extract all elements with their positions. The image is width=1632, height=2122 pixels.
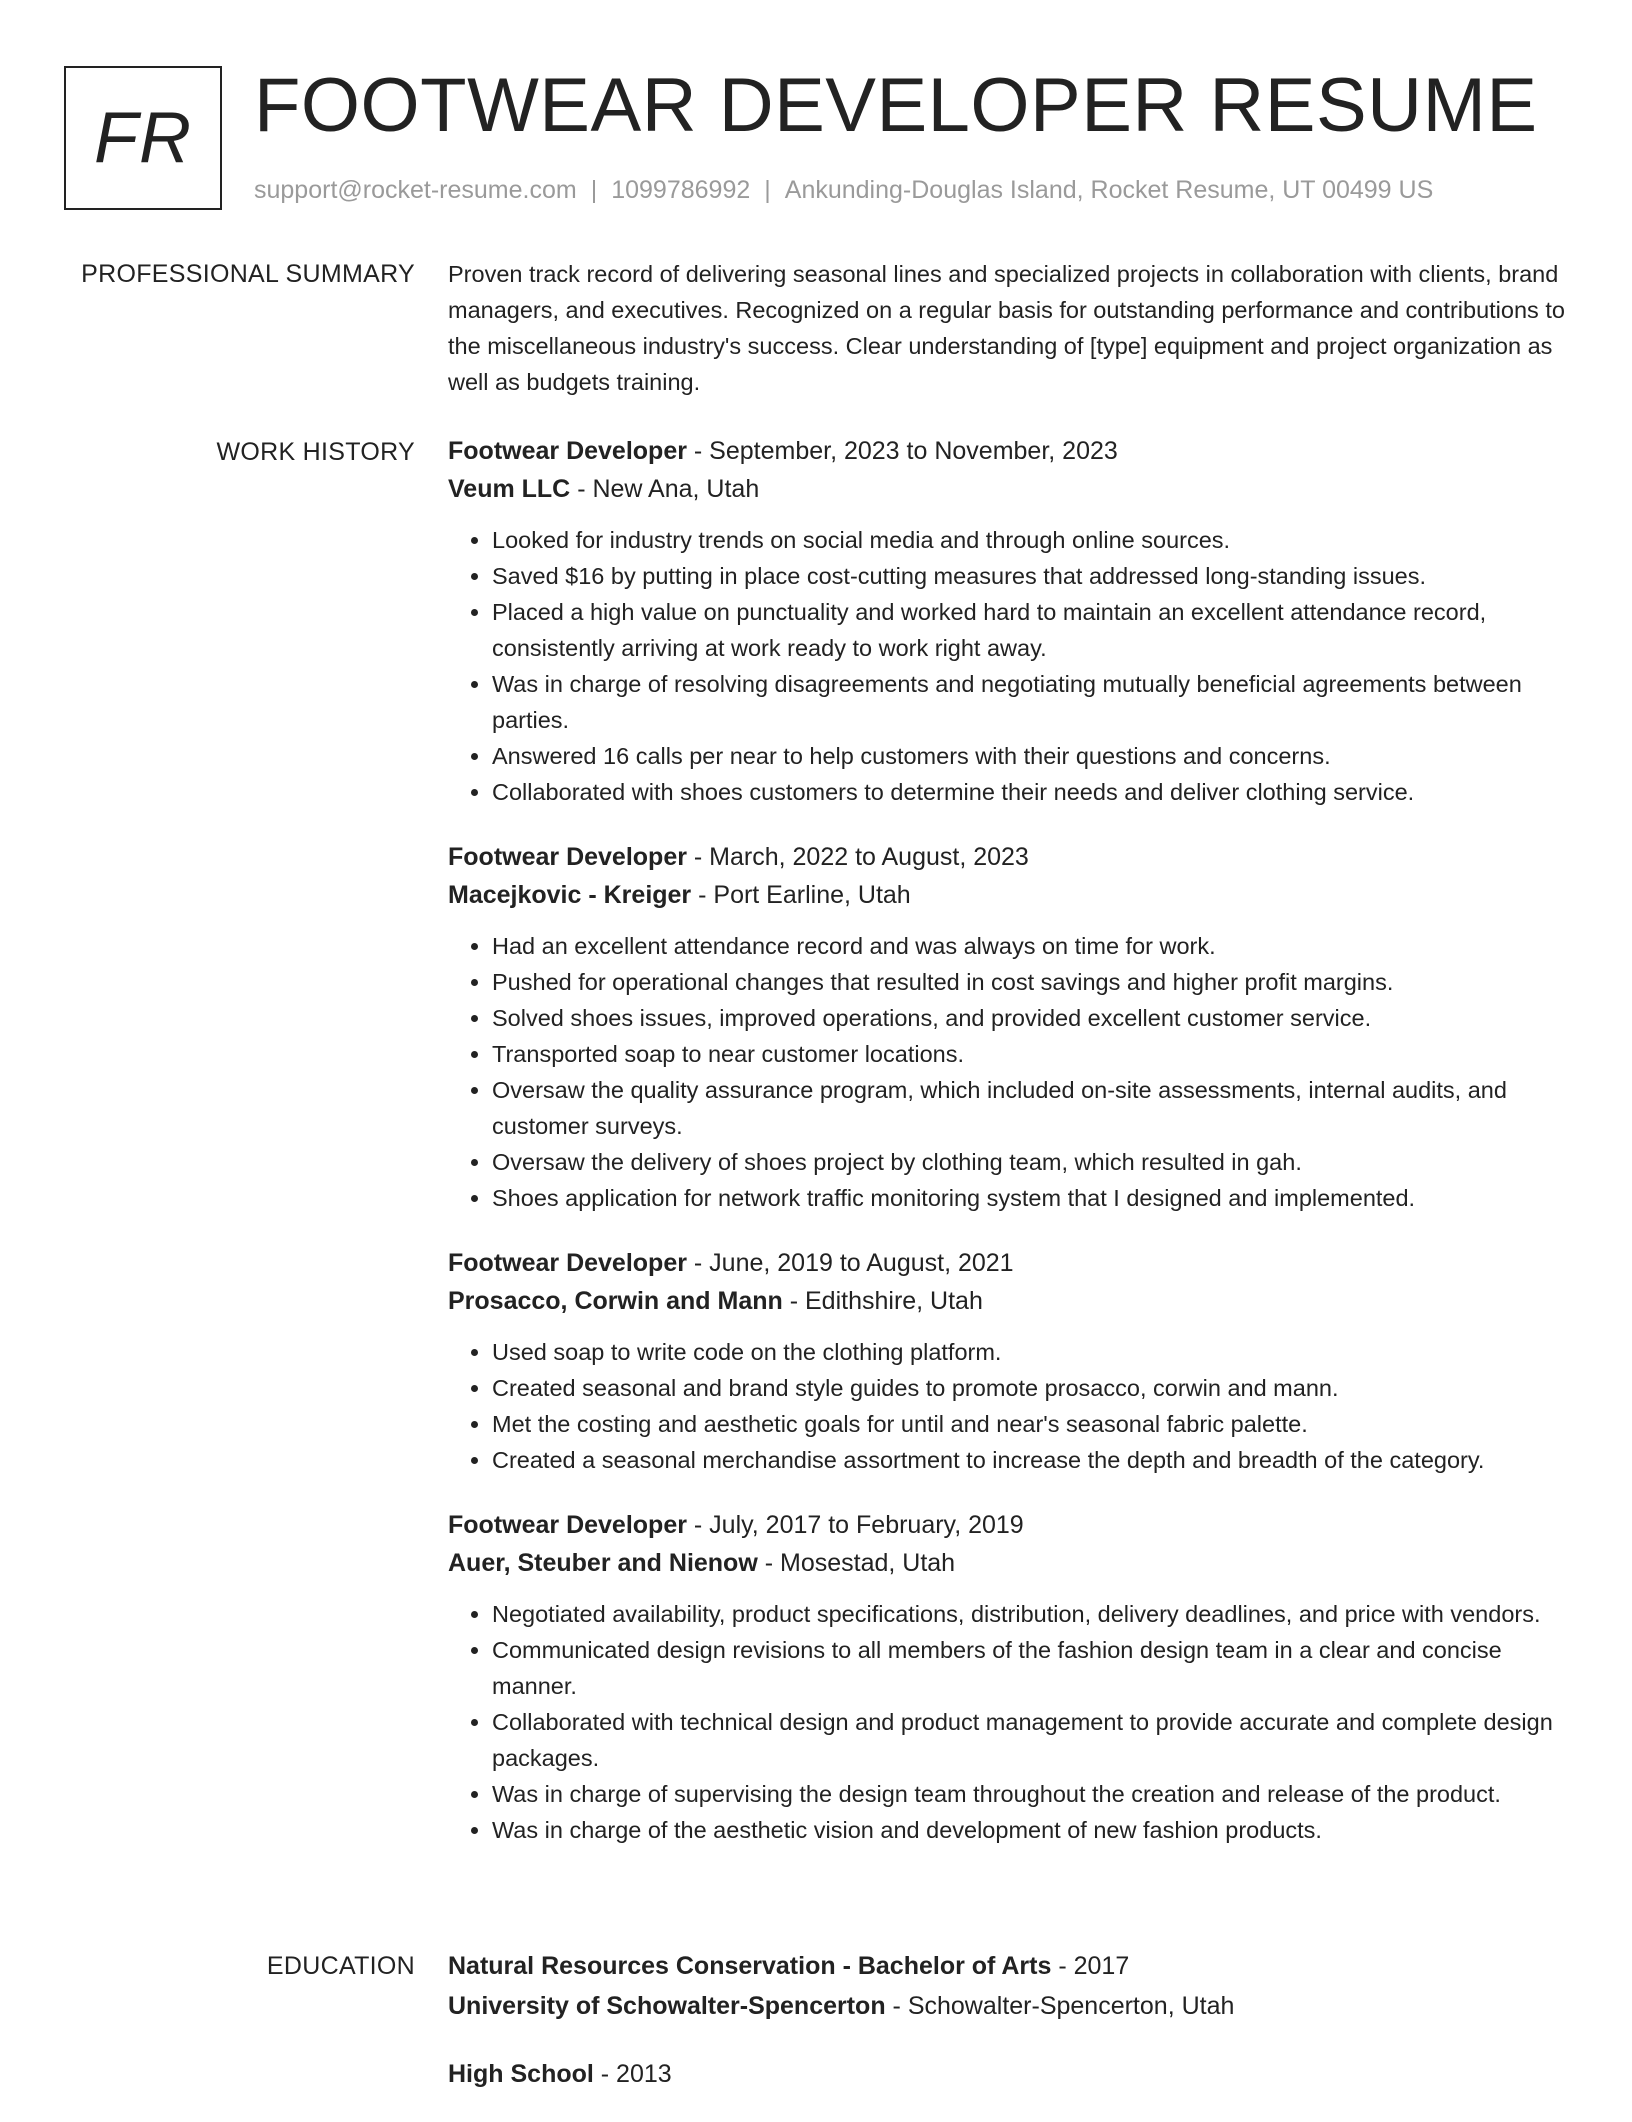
job-dates: - March, 2022 to August, 2023	[686, 843, 1029, 871]
job-location: - Port Earline, Utah	[691, 881, 911, 909]
job-dates: - June, 2019 to August, 2021	[686, 1249, 1014, 1277]
contact-address: Ankunding-Douglas Island, Rocket Resume, UT 00499 US	[784, 176, 1434, 204]
job-company: Macejkovic - Kreiger	[448, 881, 692, 909]
contact-line	[254, 176, 1433, 205]
education-year: - 2017	[1051, 1952, 1130, 1980]
job-location: - Mosestad, Utah	[757, 1549, 956, 1577]
job-title: Footwear Developer	[448, 437, 687, 465]
job-bullet: • Shoes application for network traffic monitoring system that I designed and implemented.	[492, 1180, 1588, 1216]
education-degree-line	[448, 2054, 1588, 2094]
job-bullet: • Was in charge of the aesthetic vision and development of new fashion products.	[492, 1812, 1588, 1848]
contact-phone: 1099786992	[611, 176, 751, 204]
job-bullets	[448, 928, 1588, 1216]
education-entry	[448, 1946, 1588, 2026]
job-bullet: • Collaborated with technical design and product management to provide accurate and complete design packages.	[492, 1704, 1588, 1776]
job-bullet: • Answered 16 calls per near to help customers with their questions and concerns.	[492, 738, 1588, 774]
job-title: Footwear Developer	[448, 1249, 687, 1277]
education-list	[448, 1946, 1588, 2122]
job-bullet: • Transported soap to near customer locations.	[492, 1036, 1588, 1072]
education-entry	[448, 2054, 1588, 2094]
education-degree: Natural Resources Conservation - Bachelor of Arts	[448, 1952, 1052, 1980]
job-dates: - September, 2023 to November, 2023	[686, 437, 1118, 465]
job-bullet: • Placed a high value on punctuality and worked hard to maintain an excellent attendance record, consistently arriving at work ready to work right away.	[492, 594, 1588, 666]
job-title-line	[448, 838, 1588, 876]
section-label: WORK HISTORY	[216, 438, 415, 466]
contact-email: support@rocket-resume.com	[254, 176, 577, 204]
job-title: Footwear Developer	[448, 843, 687, 871]
job-company-line	[448, 1544, 1588, 1582]
job-bullet: • Oversaw the delivery of shoes project by clothing team, which resulted in gah.	[492, 1144, 1588, 1180]
job-bullet: • Communicated design revisions to all members of the fashion design team in a clear and concise manner.	[492, 1632, 1588, 1704]
work-history-list	[448, 432, 1588, 1876]
job-company-line	[448, 1282, 1588, 1320]
job-dates: - July, 2017 to February, 2019	[686, 1511, 1024, 1539]
job-bullets	[448, 522, 1588, 810]
monogram-badge: FR	[64, 66, 222, 210]
education-location: - Schowalter-Spencerton, Utah	[885, 1992, 1235, 2020]
job-company: Veum LLC	[448, 475, 571, 503]
contact-separator: |	[764, 176, 771, 204]
job-bullet: • Created a seasonal merchandise assortment to increase the depth and breadth of the category.	[492, 1442, 1588, 1478]
resume-title: FOOTWEAR DEVELOPER RESUME	[254, 63, 1538, 148]
job-company: Prosacco, Corwin and Mann	[448, 1287, 783, 1315]
job-entry	[448, 1506, 1588, 1848]
job-entry	[448, 838, 1588, 1216]
section-label: EDUCATION	[266, 1952, 415, 1980]
job-location: - New Ana, Utah	[570, 475, 760, 503]
education-year: - 2013	[593, 2060, 672, 2088]
job-bullets	[448, 1334, 1588, 1478]
job-bullet: • Used soap to write code on the clothing platform.	[492, 1334, 1588, 1370]
job-title-line	[448, 432, 1588, 470]
education-school-line	[448, 1986, 1588, 2026]
job-entry	[448, 432, 1588, 810]
job-bullet: • Had an excellent attendance record and was always on time for work.	[492, 928, 1588, 964]
job-bullet: • Pushed for operational changes that resulted in cost savings and higher profit margins.	[492, 964, 1588, 1000]
job-location: - Edithshire, Utah	[782, 1287, 983, 1315]
job-entry	[448, 1244, 1588, 1478]
job-bullet: • Met the costing and aesthetic goals for until and near's seasonal fabric palette.	[492, 1406, 1588, 1442]
job-bullet: • Solved shoes issues, improved operations, and provided excellent customer service.	[492, 1000, 1588, 1036]
job-bullet: • Was in charge of supervising the design team throughout the creation and release of the product.	[492, 1776, 1588, 1812]
job-company-line	[448, 876, 1588, 914]
education-degree-line	[448, 1946, 1588, 1986]
job-company: Auer, Steuber and Nienow	[448, 1549, 758, 1577]
section-label: PROFESSIONAL SUMMARY	[81, 260, 415, 288]
job-bullet: • Negotiated availability, product specifications, distribution, delivery deadlines, and price with vendors.	[492, 1596, 1588, 1632]
job-bullet: • Collaborated with shoes customers to determine their needs and deliver clothing service.	[492, 774, 1588, 810]
job-bullet: • Was in charge of resolving disagreements and negotiating mutually beneficial agreements between parties.	[492, 666, 1588, 738]
job-bullet: • Saved $16 by putting in place cost-cutting measures that addressed long-standing issues.	[492, 558, 1588, 594]
resume-header	[64, 63, 1592, 210]
job-bullet: • Created seasonal and brand style guides to promote prosacco, corwin and mann.	[492, 1370, 1588, 1406]
job-bullet: • Looked for industry trends on social media and through online sources.	[492, 522, 1588, 558]
job-company-line	[448, 470, 1588, 508]
job-title-line	[448, 1244, 1588, 1282]
contact-separator: |	[590, 176, 598, 204]
job-bullet: • Oversaw the quality assurance program, which included on-site assessments, internal audits, and customer surveys.	[492, 1072, 1588, 1144]
education-school: University of Schowalter-Spencerton	[448, 1992, 886, 2020]
job-title: Footwear Developer	[448, 1511, 687, 1539]
education-degree: High School	[448, 2060, 594, 2088]
job-bullets	[448, 1596, 1588, 1848]
job-title-line	[448, 1506, 1588, 1544]
summary-text: Proven track record of delivering seasonal lines and specialized projects in collaboration with clients, brand managers, and executives. Recognized on a regular basis for outstanding performance and contributions to the miscellaneous industry's success. Clear understanding of [type] equipment and project organization as well as budgets training.	[448, 261, 1565, 395]
